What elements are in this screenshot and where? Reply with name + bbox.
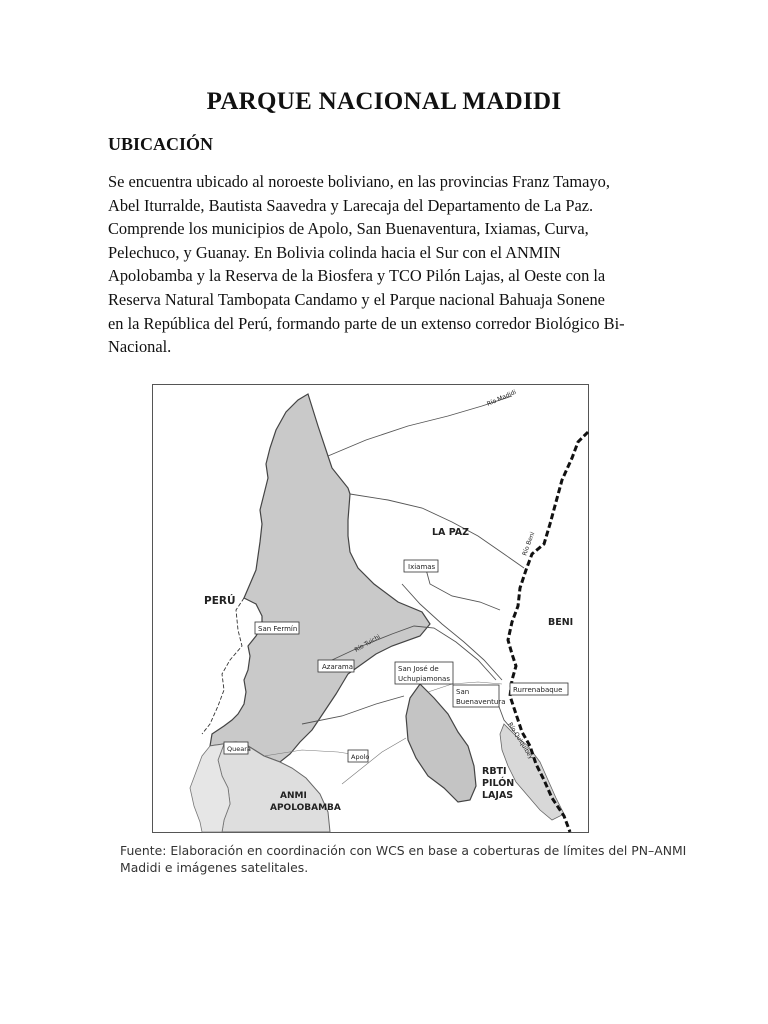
document-title: PARQUE NACIONAL MADIDI: [206, 88, 562, 115]
label-beni: BENI: [548, 617, 574, 628]
label-rio-quiquibey: Río Quiquibey: [506, 721, 535, 761]
map-svg: [152, 384, 589, 833]
label-rurrenabaque: Rurrenabaque: [513, 686, 563, 694]
label-queara: Queara: [227, 745, 251, 753]
label-san-buenaventura-1: San: [456, 688, 470, 696]
label-apolo: Apolo: [351, 753, 370, 761]
figure-caption: [120, 842, 687, 876]
paragraph-line: Comprende los municipios de Apolo, San Buenaventura, Ixiamas, Curva,: [108, 219, 589, 239]
label-rbti-2: PILÓN: [482, 778, 515, 789]
paragraph-line: Nacional.: [108, 337, 172, 357]
paragraph-line: Reserva Natural Tambopata Candamo y el Parque nacional Bahuaja Sonene: [108, 289, 605, 309]
label-la-paz: LA PAZ: [432, 527, 470, 538]
paragraph-line: en la República del Perú, formando parte de un extenso corredor Biológico Bi-: [108, 313, 625, 333]
label-anmi-1: ANMI: [280, 791, 307, 801]
paragraph-line: Apolobamba y la Reserva de la Biosfera y TCO Pilón Lajas, al Oeste con la: [108, 266, 606, 286]
section-heading: UBICACIÓN: [108, 134, 214, 154]
label-rbti-1: RBTI: [482, 766, 507, 777]
location-paragraph: [108, 170, 668, 359]
caption-line: Madidi e imágenes satelitales.: [120, 860, 309, 875]
label-san-jose-2: Uchupiamonas: [398, 675, 450, 683]
label-azarama: Azarama: [322, 663, 354, 671]
caption-line: Fuente: Elaboración en coordinación con WCS en base a coberturas de límites del PN–ANMI: [120, 843, 687, 858]
label-san-buenaventura-2: Buenaventura: [456, 698, 506, 706]
paragraph-line: Pelechuco, y Guanay. En Bolivia colinda hacia el Sur con el ANMIN: [108, 242, 561, 262]
label-rio-beni: Río Beni: [521, 531, 537, 557]
label-ixiamas: Ixiamas: [408, 563, 436, 571]
label-rio-tuichi: Río Tuichi: [353, 633, 382, 654]
paragraph-line: Se encuentra ubicado al noroeste boliviano, en las provincias Franz Tamayo,: [108, 172, 610, 191]
label-san-jose-1: San José de: [398, 665, 439, 673]
label-rbti-3: LAJAS: [482, 790, 514, 801]
label-peru: PERÚ: [204, 595, 236, 607]
madidi-location-map: [152, 384, 589, 833]
label-rio-madidi: Río Madidi: [485, 388, 518, 408]
paragraph-line: Abel Iturralde, Bautista Saavedra y Larecaja del Departamento de La Paz.: [108, 195, 594, 215]
label-anmi-2: APOLOBAMBA: [270, 803, 341, 813]
label-san-fermin: San Fermín: [258, 625, 298, 633]
